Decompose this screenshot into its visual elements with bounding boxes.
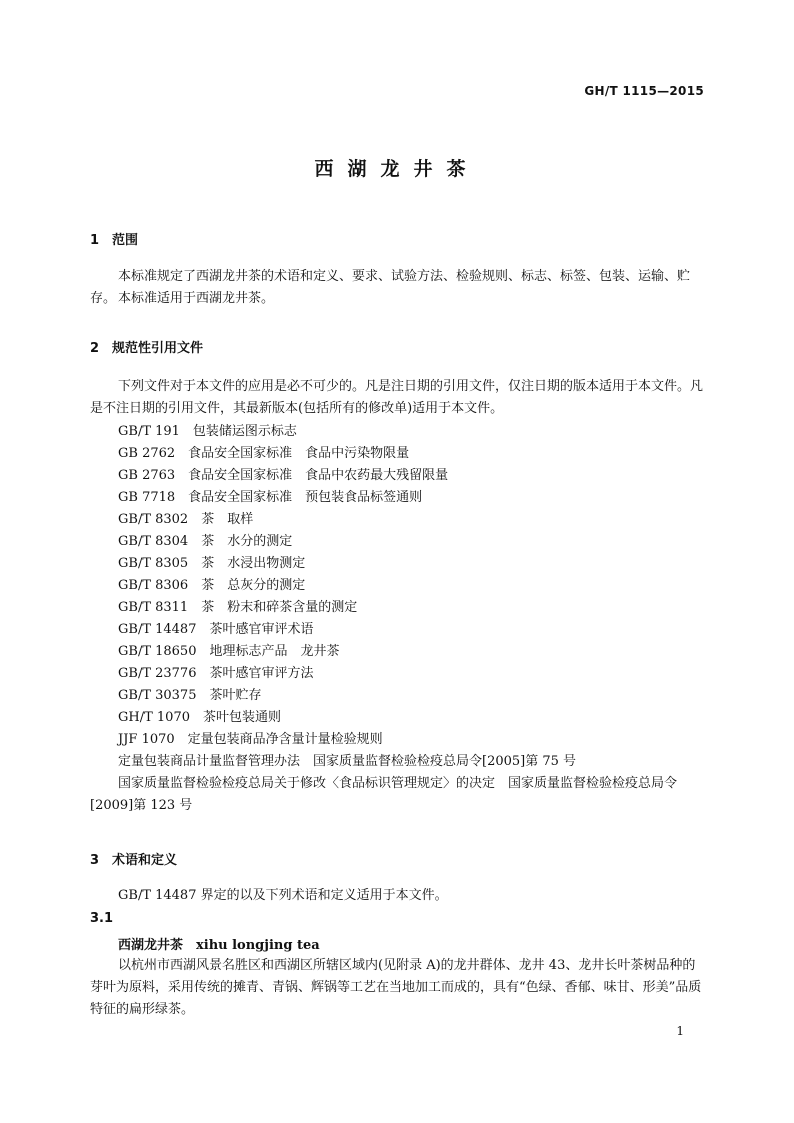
section-title: 术语和定义 <box>112 853 178 868</box>
page-number: 1 <box>676 1024 684 1038</box>
document-title: 西湖龙井茶 <box>314 158 480 180</box>
section-number: 2 <box>90 341 100 356</box>
section-title: 规范性引用文件 <box>112 341 204 356</box>
reference-item: GB/T 191 包装储运图示标志 <box>118 424 297 439</box>
section-heading-terms <box>90 849 177 868</box>
section-heading-normative <box>90 337 203 356</box>
reference-item: 定量包装商品计量监督管理办法 国家质量监督检验检疫总局令[2005]第 75 号 <box>118 754 577 769</box>
reference-item: GB/T 8304 茶 水分的测定 <box>118 534 293 549</box>
reference-item: GB/T 18650 地理标志产品 龙井茶 <box>118 644 340 659</box>
section-number: 3 <box>90 853 100 868</box>
normative-intro: 下列文件对于本文件的应用是必不可少的。凡是注日期的引用文件，仅注日期的版本适用于本文件。凡是不注日期的引用文件，其最新版本(包括所有的修改单)适用于本文件。 <box>90 379 704 416</box>
term-definition: 以杭州市西湖风景名胜区和西湖区所辖区域内(见附录 A)的龙井群体、龙井 43、龙井长叶茶树品种的芽叶为原料，采用传统的摊青、青锅、辉锅等工艺在当地加工而成的，具有“色绿、香郁、味甘、形美”品质特征的扁形绿茶。 <box>90 958 702 1017</box>
section-number: 1 <box>90 233 100 248</box>
standard-code: GH/T 1115—2015 <box>584 84 704 98</box>
term-name: 西湖龙井茶 xihu longjing tea <box>118 938 320 953</box>
reference-item-wrapped: 国家质量监督检验检疫总局关于修改〈食品标识管理规定〉的决定 国家质量监督检验检疫总局令[2009]第 123 号 <box>90 776 678 813</box>
scope-paragraph-2: 本标准适用于西湖龙井茶。 <box>118 291 275 306</box>
section-title: 范围 <box>112 233 139 248</box>
reference-item: GB/T 14487 茶叶感官审评术语 <box>118 622 314 637</box>
section-heading-scope <box>90 229 138 248</box>
reference-item: GB 2763 食品安全国家标准 食品中农药最大残留限量 <box>118 468 449 483</box>
reference-item: GB/T 23776 茶叶感官审评方法 <box>118 666 314 681</box>
reference-item: GB/T 8302 茶 取样 <box>118 512 254 527</box>
reference-item: GB/T 30375 茶叶贮存 <box>118 688 262 703</box>
reference-item: JJF 1070 定量包装商品净含量计量检验规则 <box>118 732 383 747</box>
reference-item: GB 7718 食品安全国家标准 预包装食品标签通则 <box>118 490 423 505</box>
scope-paragraph-1: 本标准规定了西湖龙井茶的术语和定义、要求、试验方法、检验规则、标志、标签、包装、运输、贮存。 <box>90 269 691 306</box>
reference-item: GB/T 8311 茶 粉末和碎茶含量的测定 <box>118 600 358 615</box>
terms-intro: GB/T 14487 界定的以及下列术语和定义适用于本文件。 <box>118 888 448 903</box>
reference-item: GB/T 8306 茶 总灰分的测定 <box>118 578 306 593</box>
reference-item: GB 2762 食品安全国家标准 食品中污染物限量 <box>118 446 410 461</box>
term-number: 3.1 <box>90 911 114 926</box>
reference-item: GH/T 1070 茶叶包装通则 <box>118 710 281 725</box>
reference-item: GB/T 8305 茶 水浸出物测定 <box>118 556 306 571</box>
